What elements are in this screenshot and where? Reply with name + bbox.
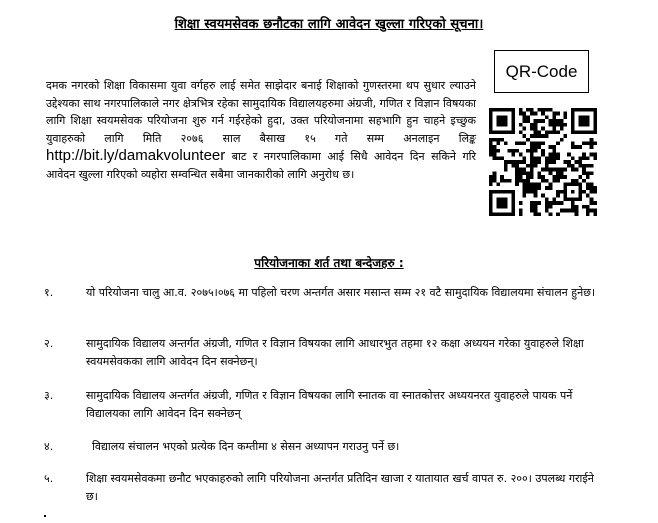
condition-text: शिक्षा स्वयमसेवकमा छनौट भएकाहरुको लागि परियोजना अन्तर्गत प्रतिदिन खाजा र यातायात खर्च वापत रु. २००। उपलब्ध गराईने छ। bbox=[86, 472, 594, 503]
condition-number: ४. bbox=[44, 440, 54, 453]
condition-text: यो परियोजना चालु आ.व. २०७५।०७६ मा पहिलो चरण अन्तर्गत असार मसान्त सम्म २१ वटै सामुदायिक विद्यालयमा संचालन हुनेछ। bbox=[86, 286, 596, 299]
condition-number: ५. bbox=[44, 472, 54, 485]
notice-title: शिक्षा स्वयमसेवक छनौटका लागि आवेदन खुल्ला गरिएको सूचना। bbox=[174, 17, 484, 32]
condition-text: विद्यालय संचालन भएको प्रत्येक दिन कम्तीमा ४ सेसन अध्यापन गराउनु पर्ने छ। bbox=[92, 440, 400, 453]
condition-text: सामुदायिक विद्यालय अन्तर्गत अंग्रजी, गणित र विज्ञान विषयका लागि स्नातक वा स्नातकोत्तर अध्ययनरत युवाहरुले पायक पर्ने विद्यालयका लागि आवेदन दिन सक्नेछन् bbox=[86, 389, 573, 420]
application-link[interactable]: http://bit.ly/damakvolunteer bbox=[46, 147, 226, 165]
condition-number: ३. bbox=[44, 389, 54, 402]
intro-text-end: बाट र नगरपालिकामा आई सिधै आवेदन दिन सकिने गरि आवेदन खुल्ला गरिएको व्यहोरा सम्वन्धित सबैमा जानकारीको लागि अनुरोध छ। bbox=[46, 150, 476, 181]
page-mark bbox=[44, 515, 46, 517]
intro-text-start: दमक नगरको शिक्षा विकासमा युवा वर्गहरु लाई समेत साझेदार बनाई शिक्षाको गुणस्तरमा थप सुधार ल्याउने उद्देश्यका साथ नगरपालिकाले नगर क्षेत्रभित्र रहेका सामुदायिक विद्यालयहरुमा अंग्रजी, गणित र विज्ञान विषयका लागि शिक्षा स्वयमसेवक परियोजना शुरु गर्न गईरहेको हुदा, उक्त परियोजनामा सहभागि हुन चाहने इच्छुक युवाहरुको लागि मिति २०७६ साल बैसाख १५ गते सम्म अनलाइन लिङ्क bbox=[46, 79, 476, 145]
condition-number: २. bbox=[44, 337, 54, 350]
condition-text: सामुदायिक विद्यालय अन्तर्गत अंग्रजी, गणित र विज्ञान विषयका लागि आधारभुत तहमा १२ कक्षा अध्ययन गरेका युवाहरुले शिक्षा स्वयमसेवकका लागि आवेदन दिन सक्नेछन्। bbox=[86, 337, 584, 368]
condition-number: १. bbox=[44, 286, 54, 299]
conditions-heading: परियोजनाका शर्त तथा बन्देजहरु : bbox=[254, 256, 404, 270]
qr-code-label: QR-Code bbox=[494, 50, 589, 93]
qr-code-icon bbox=[489, 108, 597, 216]
intro-paragraph bbox=[46, 77, 476, 184]
